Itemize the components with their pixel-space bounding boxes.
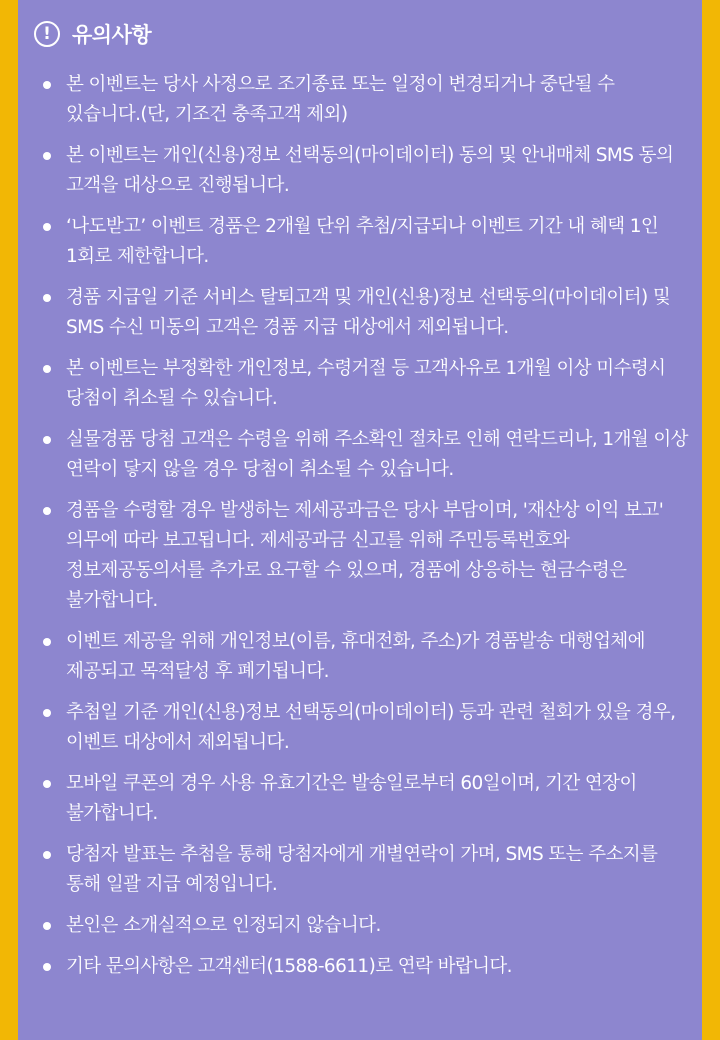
bullet-dot-icon (43, 963, 51, 971)
bullet-dot-icon (43, 294, 51, 302)
notice-item (34, 141, 688, 201)
notice-text: ‘나도받고’ 이벤트 경품은 2개월 단위 추첨/지급되나 이벤트 기간 내 혜택 1인 1회로 제한합니다. (66, 216, 659, 267)
notice-item (34, 496, 688, 616)
notice-item (34, 840, 688, 900)
notice-item (34, 769, 688, 829)
bullet-dot-icon (43, 507, 51, 515)
notice-item (34, 354, 688, 414)
notice-text: 본 이벤트는 부정확한 개인정보, 수령거절 등 고객사유로 1개월 이상 미수령시 당첨이 취소될 수 있습니다. (66, 358, 666, 409)
bullet-dot-icon (43, 152, 51, 160)
notice-header (34, 14, 688, 54)
notice-text: 기타 문의사항은 고객센터(1588-6611)로 연락 바랍니다. (66, 956, 512, 977)
bullet-dot-icon (43, 851, 51, 859)
notice-panel (18, 0, 702, 1040)
notice-text: 경품 지급일 기준 서비스 탈퇴고객 및 개인(신용)정보 선택동의(마이데이터) 및 SMS 수신 미동의 고객은 경품 지급 대상에서 제외됩니다. (66, 287, 671, 338)
bullet-dot-icon (43, 780, 51, 788)
notice-item (34, 627, 688, 687)
notice-item (34, 911, 688, 941)
bullet-dot-icon (43, 709, 51, 717)
notice-item (34, 283, 688, 343)
notice-text: 본인은 소개실적으로 인정되지 않습니다. (66, 915, 381, 936)
notice-text: 모바일 쿠폰의 경우 사용 유효기간은 발송일로부터 60일이며, 기간 연장이 불가합니다. (66, 773, 637, 824)
notice-item (34, 698, 688, 758)
bullet-dot-icon (43, 365, 51, 373)
notice-item (34, 70, 688, 130)
notice-text: 실물경품 당첨 고객은 수령을 위해 주소확인 절차로 인해 연락드리나, 1개월 이상 연락이 닿지 않을 경우 당첨이 취소될 수 있습니다. (66, 429, 688, 480)
exclamation-circle-icon: ! (34, 21, 60, 47)
notice-text: 본 이벤트는 당사 사정으로 조기종료 또는 일정이 변경되거나 중단될 수 있습니다.(단, 기조건 충족고객 제외) (66, 74, 615, 125)
notice-text: 이벤트 제공을 위해 개인정보(이름, 휴대전화, 주소)가 경품발송 대행업체에 제공되고 목적달성 후 폐기됩니다. (66, 631, 645, 682)
notice-text: 추첨일 기준 개인(신용)정보 선택동의(마이데이터) 등과 관련 철회가 있을 경우, 이벤트 대상에서 제외됩니다. (66, 702, 676, 753)
notice-title: 유의사항 (72, 23, 152, 47)
notice-list (34, 70, 688, 982)
bullet-dot-icon (43, 638, 51, 646)
notice-text: 경품을 수령할 경우 발생하는 제세공과금은 당사 부담이며, '재산상 이익 보고' 의무에 따라 보고됩니다. 제세공과금 신고를 위해 주민등록번호와 정보제공동의서를 추가로 요구할 수 있으며, 경품에 상응하는 현금수령은 불가합니다. (66, 500, 664, 611)
notice-item (34, 952, 688, 982)
notice-item (34, 212, 688, 272)
notice-text: 본 이벤트는 개인(신용)정보 선택동의(마이데이터) 동의 및 안내매체 SMS 동의 고객을 대상으로 진행됩니다. (66, 145, 674, 196)
bullet-dot-icon (43, 436, 51, 444)
bullet-dot-icon (43, 223, 51, 231)
notice-item (34, 425, 688, 485)
notice-text: 당첨자 발표는 추첨을 통해 당첨자에게 개별연락이 가며, SMS 또는 주소지를 통해 일괄 지급 예정입니다. (66, 844, 658, 895)
bullet-dot-icon (43, 922, 51, 930)
bullet-dot-icon (43, 81, 51, 89)
